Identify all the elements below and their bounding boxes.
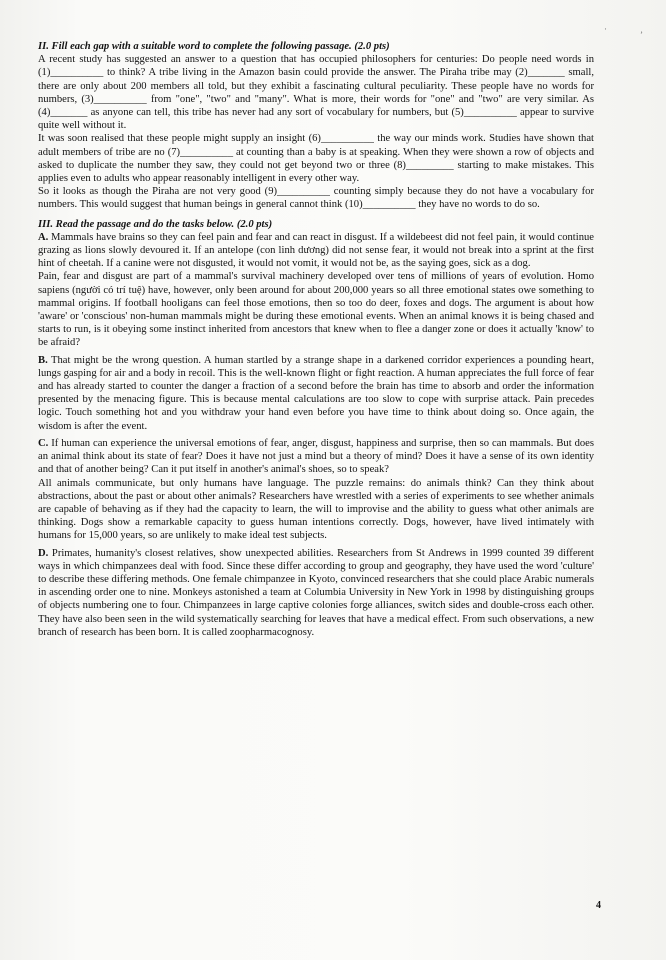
- section-2-paragraph: So it looks as though the Piraha are not very good (9)__________ counting simply because they do not have a vocabulary for numbers. This would suggest that human beings in general cannot think (10)__________ they have no words to do so.: [38, 186, 594, 211]
- paragraph-text: All animals communicate, but only humans have language. The puzzle remains: do animals think? Can they think about abstractions, about the past or about other animals? Researchers have wrestled with a series of experiments to see whether animals are capable of behaving as if they had the capacity to learn, the will to improvise and the ability to guess what other animals are thinking. Dogs show a remarkable capacity to guess human intentions correctly. Dogs, however, have lived intimately with humans for 15,000 years, so are unlikely to make ideal test subjects.: [38, 477, 594, 542]
- section-2-paragraph: It was soon realised that these people might supply an insight (6)__________ the way our minds work. Studies have shown that adult members of tribe are no (7)__________ at counting than a baby is at speaking. When they were shown a row of objects and asked to duplicate the number they saw, they could not get beyond two or three (8)_________ starting to make mistakes. This applies even to adults who appear reasonably intelligent in every other way.: [38, 133, 594, 185]
- section-3-paragraph-c: [38, 437, 594, 477]
- scan-dot-mark: ʼ: [640, 30, 643, 40]
- section-3-paragraph-a: [38, 231, 594, 271]
- paragraph-label: B.: [38, 354, 48, 366]
- section-2-paragraph: A recent study has suggested an answer to a question that has occupied philosophers for centuries: Do people need words in (1)__________ to think? A tribe living in the Amazon basin could provide the answer. The Piraha tribe may (2)_______ small, there are only about 200 members all told, but they exhibit a fascinating cultural peculiarity. These people have no words for numbers, (3)__________ from "one", "two" and "many". What is more, their words for "one" and "two" are very similar. As (4)_______ as anyone can tell, this tribe has never had any sort of vocabulary for numbers, but (5)__________ appear to survive quite well without it.: [38, 54, 594, 132]
- scan-dot-mark: ·: [604, 24, 607, 34]
- page-number: 4: [596, 900, 601, 911]
- section-2-heading: II. Fill each gap with a suitable word to complete the following passage. (2.0 pts): [38, 41, 390, 52]
- paragraph-text: If human can experience the universal emotions of fear, anger, disgust, happiness and surprise, then so can mammals. But does an animal think about its state of fear? Does it have not just a mind but a theory of mind? Does it have a sense of its own identity and that of another being? Can it put itself in another's animal's shoes, so to speak?: [38, 437, 595, 476]
- section-3-heading: III. Read the passage and do the tasks below. (2.0 pts): [38, 218, 273, 230]
- paragraph-label: A.: [38, 231, 49, 243]
- section-3-paragraph-c-cont: [38, 477, 594, 543]
- section-3-paragraph-a-cont: [38, 270, 594, 349]
- paragraph-label: D.: [38, 547, 49, 559]
- paragraph-text: That might be the wrong question. A human startled by a strange shape in a darkened corridor experiences a pounding heart, lungs gasping for air and a body in recoil. This is the well-known flight or fight reaction. A human appreciates the full force of fear and has already started to counter the danger a fraction of a second before the brain has time to absorb and order the information presented by the menacing figure. This is because mental calculations are too slow to cope with surprise attack. Pain precedes logic. Touch something hot and you withdraw your hand even before you have time to think about doing so. Once again, the wisdom is after the event.: [38, 354, 594, 432]
- document-content: [38, 40, 594, 639]
- paragraph-label: C.: [38, 437, 49, 449]
- paragraph-text: Primates, humanity's closest relatives, show unexpected abilities. Researchers from St Andrews in 1999 counted 39 different ways in which chimpanzees deal with food. Since these differ according to group and geography, they have used the word 'culture' to describe these differing methods. One female chimpanzee in Kyoto, convinced researchers that she could place Arabic numerals in ascending order one to nine. Monkeys astonished a team at Columbia University in New York in 1998 by distinguishing groups of objects numbering one to four. Chimpanzees in large captive colonies forge alliances, switch sides and double-cross each other. They have also been seen in the wild systematically searching for leaves that have a medical effect. From such observations, a new branch of research has been born. It is called zoopharmacognosy.: [38, 547, 594, 638]
- section-3-paragraph-b: [38, 354, 594, 433]
- paragraph-text: Pain, fear and disgust are part of a mammal's survival machinery developed over tens of millions of years of evolution. Homo sapiens (người có trí tuệ) have, however, only been around for about 200,000 years so all three emotional states owe something to mammal origins. If football hooligans can feel those emotions, then so too do deer, foxes and dogs. The argument is about how 'aware' or 'conscious' non-human mammals might be during these emotional events. When an animal knows it is being chased and starts to run, is it obeying some instinct inherited from ancestors that knew when to flee a danger zone or does it actually 'know' to be afraid?: [38, 271, 594, 349]
- paragraph-text: Mammals have brains so they can feel pain and fear and can react in disgust. If a wildebeest did not feel pain, it would continue grazing as lions slowly devoured it. If an antelope (con linh dương) did not sense fear, it would not break into a sprint at the first hint of cheetah. If a canine were not disgusted, it would not vomit, it would not be, as the saying goes, sick as a dog.: [38, 231, 594, 270]
- section-3-paragraph-d: [38, 547, 594, 639]
